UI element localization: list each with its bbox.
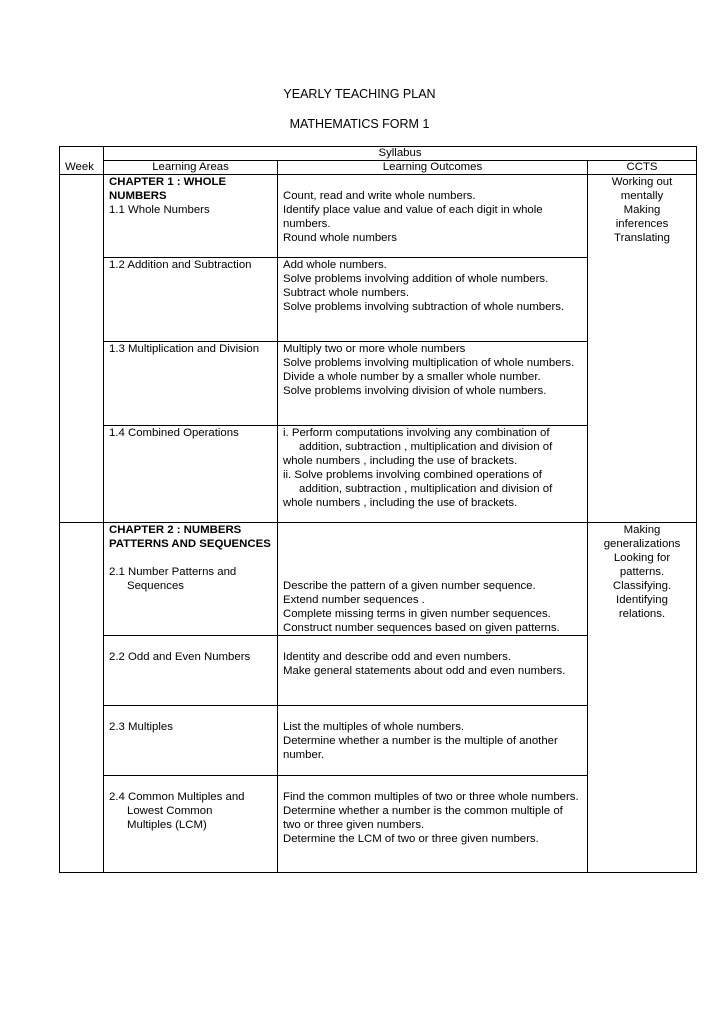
ccts-item: inferences [615, 218, 669, 230]
learning-area-cell [104, 706, 278, 776]
ccts-item: Translating [614, 232, 670, 244]
ccts-header: CCTS [588, 161, 697, 175]
ccts-item: mentally [620, 190, 664, 202]
ccts-cell [588, 175, 697, 523]
learning-area-cell [104, 342, 278, 426]
chapter-title: CHAPTER 2 : NUMBERS PATTERNS AND SEQUENCES [109, 524, 271, 550]
empty-header-cell [60, 147, 104, 161]
outcome-item: ii. Solve problems involving combined operations of [283, 469, 542, 481]
outcome-item: Complete missing terms in given number sequences. [283, 608, 551, 620]
learning-area-cell [104, 258, 278, 342]
outcome-item: Multiply two or more whole numbers [283, 343, 466, 355]
section-title-cont: Lowest Common [127, 805, 213, 817]
learning-outcomes-cell [278, 342, 588, 426]
outcome-item: Determine the LCM of two or three given numbers. [283, 833, 539, 845]
learning-outcomes-header: Learning Outcomes [278, 161, 588, 175]
ccts-item: Working out [611, 176, 673, 188]
outcome-item: addition, subtraction , multiplication and division of [299, 441, 553, 453]
syllabus-header: Syllabus [104, 147, 697, 161]
outcome-item: Identity and describe odd and even numbers. [283, 651, 511, 663]
outcome-item: Identify place value and value of each digit in whole numbers. [283, 204, 543, 230]
outcome-item: Solve problems involving subtraction of whole numbers. [283, 301, 565, 313]
outcome-item: Count, read and write whole numbers. [283, 190, 476, 202]
ccts-item: Identifying [616, 594, 668, 606]
document-title: YEARLY TEACHING PLAN [283, 87, 436, 101]
chapter-title: CHAPTER 1 : WHOLE NUMBERS [109, 176, 227, 202]
teaching-plan-table [59, 146, 697, 873]
outcome-item: Solve problems involving multiplication of whole numbers. [283, 357, 575, 369]
outcome-item: Determine whether a number is the common multiple of two or three given numbers. [283, 805, 563, 831]
learning-areas-header: Learning Areas [104, 161, 278, 175]
outcome-item: i. Perform computations involving any combination of [283, 427, 550, 439]
section-title: 1.1 Whole Numbers [109, 204, 210, 216]
ccts-cell [588, 523, 697, 873]
ccts-item: patterns. [619, 566, 665, 578]
outcome-item: List the multiples of whole numbers. [283, 721, 465, 733]
outcome-item: Solve problems involving division of whole numbers. [283, 385, 547, 397]
outcome-item: Construct number sequences based on given patterns. [283, 622, 560, 634]
column-header-row [60, 161, 697, 175]
syllabus-header-row [60, 147, 697, 161]
table-row [60, 175, 697, 258]
section-title-cont: Multiples (LCM) [127, 819, 207, 831]
week-cell [60, 523, 104, 873]
learning-outcomes-cell [278, 426, 588, 523]
learning-outcomes-cell [278, 706, 588, 776]
week-cell [60, 175, 104, 523]
week-header: Week [60, 161, 104, 175]
ccts-item: relations. [618, 608, 666, 620]
section-title: 2.2 Odd and Even Numbers [109, 651, 251, 663]
outcome-item: Divide a whole number by a smaller whole number. [283, 371, 541, 383]
ccts-item: Making [623, 524, 661, 536]
section-title: 2.3 Multiples [109, 721, 173, 733]
section-title: 2.1 Number Patterns and [109, 566, 237, 578]
outcome-item: Round whole numbers [283, 232, 397, 244]
learning-area-cell [104, 636, 278, 706]
learning-outcomes-cell [278, 523, 588, 636]
section-title: 1.4 Combined Operations [109, 427, 239, 439]
outcome-item: Subtract whole numbers. [283, 287, 409, 299]
ccts-item: generalizations [603, 538, 681, 550]
learning-area-cell [104, 426, 278, 523]
outcome-item: Make general statements about odd and even numbers. [283, 665, 566, 677]
ccts-item: Looking for [613, 552, 671, 564]
ccts-item: Making [623, 204, 661, 216]
outcome-item: Find the common multiples of two or three whole numbers. [283, 791, 579, 803]
outcome-item: Solve problems involving addition of whole numbers. [283, 273, 549, 285]
outcome-item: whole numbers , including the use of brackets. [283, 497, 518, 509]
section-title-cont: Sequences [127, 580, 184, 592]
document-subtitle: MATHEMATICS FORM 1 [289, 117, 430, 131]
learning-area-cell [104, 523, 278, 636]
section-title: 1.2 Addition and Subtraction [109, 259, 252, 271]
learning-area-cell [104, 175, 278, 258]
learning-outcomes-cell [278, 636, 588, 706]
outcome-item: Describe the pattern of a given number sequence. [283, 580, 536, 592]
section-title: 1.3 Multiplication and Division [109, 343, 260, 355]
learning-outcomes-cell [278, 258, 588, 342]
outcome-item: whole numbers , including the use of brackets. [283, 455, 518, 467]
learning-outcomes-cell [278, 776, 588, 873]
learning-outcomes-cell [278, 175, 588, 258]
table-row [60, 523, 697, 636]
outcome-item: Determine whether a number is the multiple of another number. [283, 735, 558, 761]
section-title: 2.4 Common Multiples and [109, 791, 245, 803]
learning-area-cell [104, 776, 278, 873]
outcome-item: Extend number sequences . [283, 594, 425, 606]
outcome-item: Add whole numbers. [283, 259, 387, 271]
ccts-item: Classifying. [612, 580, 672, 592]
outcome-item: addition, subtraction , multiplication and division of [299, 483, 553, 495]
